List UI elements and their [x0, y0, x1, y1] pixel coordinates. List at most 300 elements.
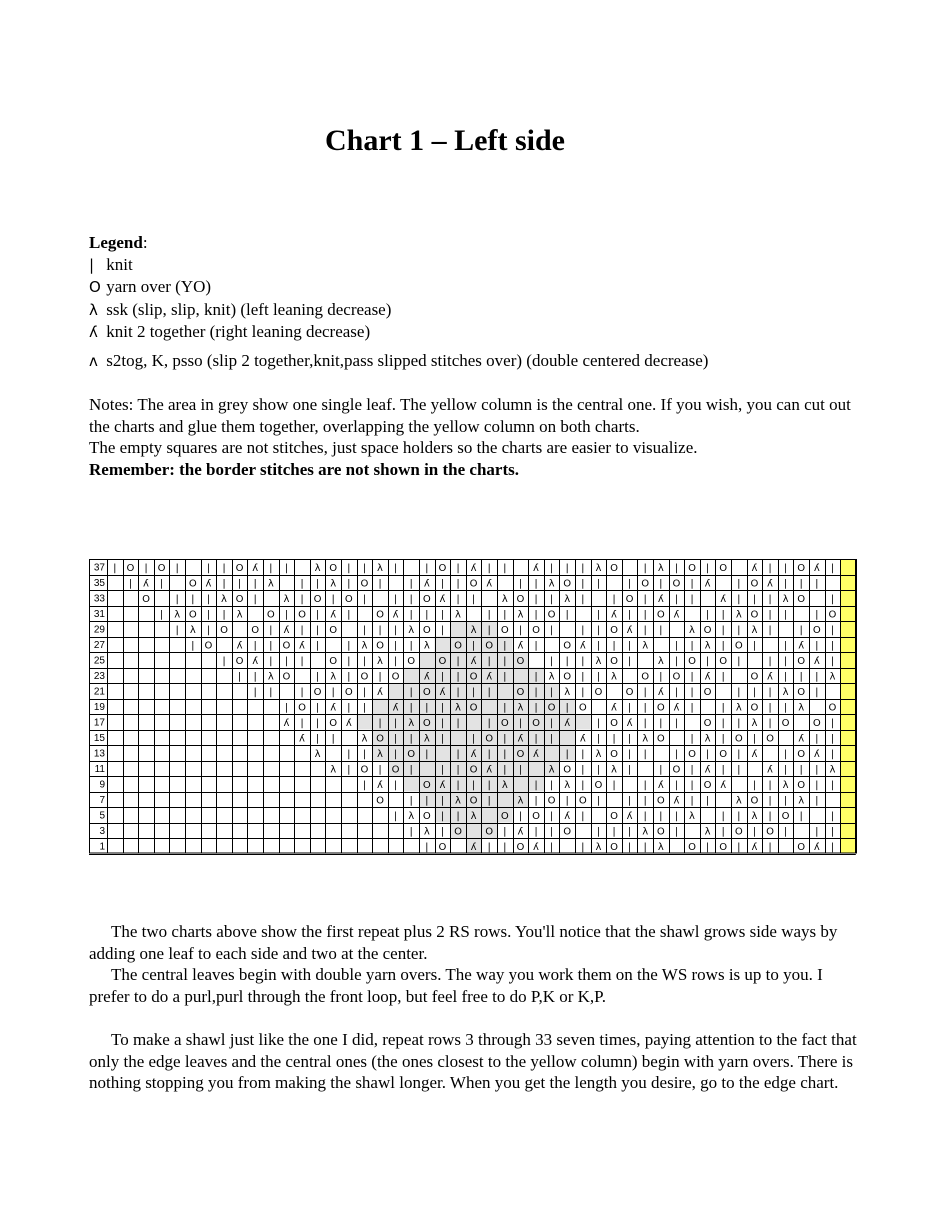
stitch-symbol: |: [284, 656, 289, 667]
stitch-symbol: |: [409, 687, 413, 698]
stitch-symbol: |: [627, 826, 632, 838]
stitch-symbol: |: [815, 780, 819, 791]
stitch-symbol: |: [674, 656, 679, 667]
stitch-symbol: |: [752, 733, 757, 745]
stitch-symbol: |: [440, 718, 445, 729]
stitch-symbol: O: [329, 625, 338, 636]
stitch-symbol: |: [768, 594, 772, 605]
stitch-symbol: |: [393, 656, 398, 667]
stitch-symbol: |: [456, 563, 460, 574]
stitch-symbol: |: [284, 702, 289, 714]
stitch-symbol: |: [409, 609, 413, 621]
stitch-symbol: λ: [470, 625, 477, 636]
stitch-symbol: λ: [564, 780, 571, 791]
legend-text-k2tog: knit 2 together (right leaning decrease): [106, 322, 371, 341]
stitch-symbol: λ: [548, 578, 555, 590]
stitch-symbol: |: [487, 563, 491, 574]
stitch-symbol: λ: [657, 656, 664, 667]
stitch-symbol: |: [159, 578, 164, 590]
stitch-symbol: ʎ: [626, 625, 633, 636]
stitch-symbol: ʎ: [720, 780, 727, 791]
stitch-symbol: |: [612, 826, 616, 838]
stitch-symbol: |: [596, 826, 601, 838]
stitch-symbol: ʎ: [767, 671, 773, 683]
stitch-symbol: |: [674, 687, 679, 698]
stitch-symbol: |: [768, 780, 772, 791]
stitch-symbol: O: [391, 764, 400, 776]
stitch-symbol: |: [737, 764, 741, 776]
stitch-symbol: ʎ: [564, 811, 571, 822]
stitch-symbol: λ: [455, 795, 461, 807]
stitch-symbol: |: [378, 578, 382, 590]
stitch-symbol: λ: [657, 563, 664, 574]
stitch-symbol: O: [672, 671, 681, 683]
center-column: [840, 559, 856, 854]
stitch-symbol: O: [485, 733, 494, 745]
row-label: 7: [99, 795, 105, 806]
stitch-symbol: |: [690, 594, 694, 605]
stitch-symbol: |: [487, 749, 491, 760]
stitch-symbol: |: [487, 625, 491, 636]
stitch-symbol: |: [487, 842, 491, 853]
stitch-symbol: |: [643, 609, 647, 621]
stitch-symbol: O: [422, 780, 431, 791]
stitch-symbol: |: [456, 656, 460, 667]
stitch-symbol: ʎ: [657, 780, 664, 791]
stitch-symbol: |: [690, 578, 694, 590]
stitch-symbol: λ: [782, 780, 789, 791]
stitch-symbol: |: [783, 795, 788, 807]
stitch-symbol: ʎ: [704, 764, 711, 776]
stitch-symbol: |: [362, 625, 367, 636]
stitch-symbol: ʎ: [143, 578, 149, 590]
stitch-symbol: O: [422, 718, 431, 729]
stitch-symbol: |: [549, 563, 554, 574]
stitch-symbol: |: [799, 625, 803, 636]
yarn-over-icon: O: [89, 278, 101, 296]
stitch-symbol: O: [750, 702, 759, 714]
stitch-symbol: O: [438, 563, 447, 574]
stitch-symbol: O: [469, 795, 478, 807]
stitch-symbol: λ: [704, 826, 711, 838]
row-label: 5: [99, 810, 105, 822]
row-label: 21: [93, 686, 105, 698]
stitch-symbol: ʎ: [704, 578, 711, 590]
stitch-symbol: O: [438, 842, 447, 853]
stitch-symbol: |: [144, 563, 148, 574]
stitch-symbol: O: [344, 687, 353, 698]
stitch-symbol: |: [456, 594, 460, 605]
stitch-symbol: |: [721, 640, 725, 652]
stitch-symbol: O: [797, 687, 806, 698]
stitch-symbol: |: [440, 702, 445, 714]
stitch-symbol: |: [378, 671, 382, 683]
row-label: 27: [93, 640, 105, 651]
stitch-symbol: |: [222, 578, 226, 590]
stitch-symbol: ʎ: [377, 780, 383, 791]
stitch-symbol: O: [360, 671, 369, 683]
stitch-symbol: λ: [798, 702, 805, 714]
stitch-symbol: |: [674, 594, 679, 605]
stitch-symbol: λ: [751, 625, 758, 636]
stitch-symbol: |: [737, 687, 741, 698]
stitch-symbol: O: [313, 687, 322, 698]
stitch-symbol: |: [378, 718, 382, 729]
stitch-symbol: O: [703, 625, 712, 636]
stitch-symbol: λ: [423, 826, 430, 838]
row-label: 11: [94, 764, 105, 775]
stitch-symbol: |: [705, 749, 710, 760]
stitch-symbol: ʎ: [392, 702, 399, 714]
stitch-symbol: |: [581, 656, 585, 667]
stitch-symbol: |: [627, 749, 632, 760]
stitch-symbol: |: [690, 687, 694, 698]
stitch-symbol: |: [300, 625, 304, 636]
knit-icon: |: [89, 255, 95, 274]
stitch-symbol: O: [469, 764, 478, 776]
stitch-symbol: |: [331, 733, 335, 745]
stitch-symbol: |: [815, 826, 819, 838]
stitch-symbol: |: [721, 811, 725, 822]
stitch-symbol: λ: [642, 640, 649, 652]
stitch-symbol: |: [627, 702, 632, 714]
stitch-symbol: O: [204, 640, 213, 652]
stitch-symbol: ʎ: [611, 609, 617, 621]
stitch-symbol: O: [750, 609, 759, 621]
stitch-symbol: O: [656, 826, 665, 838]
k2tog-icon: ʎ: [89, 323, 98, 341]
stitch-symbol: O: [485, 640, 494, 652]
stitch-symbol: O: [360, 578, 369, 590]
stitch-symbol: O: [266, 609, 275, 621]
stitch-symbol: |: [815, 640, 819, 652]
stitch-symbol: O: [610, 749, 618, 760]
stitch-symbol: |: [830, 733, 835, 745]
stitch-symbol: |: [253, 640, 257, 652]
stitch-symbol: |: [253, 687, 257, 698]
stitch-symbol: |: [674, 749, 679, 760]
stitch-symbol: |: [440, 764, 445, 776]
stitch-symbol: λ: [221, 594, 227, 605]
stitch-symbol: |: [768, 702, 772, 714]
stitch-symbol: |: [627, 656, 632, 667]
stitch-symbol: |: [315, 609, 320, 621]
stitch-symbol: ʎ: [486, 764, 493, 776]
stitch-symbol: ʎ: [236, 640, 243, 652]
stitch-symbol: |: [659, 718, 663, 729]
stitch-symbol: |: [581, 563, 585, 574]
stitch-symbol: O: [532, 625, 540, 636]
stitch-symbol: |: [815, 687, 819, 698]
stitch-symbol: O: [672, 764, 681, 776]
stitch-symbol: |: [674, 563, 679, 574]
stitch-symbol: |: [269, 640, 273, 652]
stitch-symbol: |: [581, 749, 585, 760]
stitch-symbol: |: [783, 640, 788, 652]
stitch-symbol: |: [721, 671, 725, 683]
stitch-symbol: ʎ: [798, 640, 805, 652]
stitch-symbol: O: [563, 764, 572, 776]
stitch-symbol: |: [456, 718, 460, 729]
stitch-symbol: O: [797, 780, 806, 791]
stitch-symbol: O: [282, 671, 291, 683]
stitch-symbol: ʎ: [283, 625, 290, 636]
stitch-symbol: |: [315, 625, 320, 636]
stitch-symbol: O: [329, 718, 338, 729]
stitch-symbol: O: [438, 656, 447, 667]
stitch-symbol: |: [581, 780, 585, 791]
stitch-symbol: |: [783, 563, 788, 574]
stitch-symbol: |: [503, 640, 507, 652]
stitch-symbol: O: [594, 780, 603, 791]
stitch-symbol: |: [191, 594, 195, 605]
stitch-symbol: ʎ: [533, 842, 539, 853]
row-label: 17: [93, 717, 105, 729]
stitch-symbol: |: [627, 578, 632, 590]
stitch-symbol: |: [721, 625, 725, 636]
stitch-symbol: |: [409, 826, 413, 838]
stitch-symbol: |: [612, 594, 616, 605]
stitch-symbol: λ: [423, 640, 430, 652]
stitch-symbol: |: [503, 702, 507, 714]
stitch-symbol: λ: [611, 764, 617, 776]
paragraph-3: To make a shawl just like the one I did, repeat rows 3 through 33 seven times, paying attention to the fact that only the edge leaves and the central ones (the ones closest to the yellow column) begin with yarn overs. There is nothing stopping you from making the shawl longer. When you get the length you desire, go to the edge chart.: [89, 1030, 857, 1092]
stitch-symbol: O: [422, 811, 431, 822]
stitch-symbol: |: [830, 780, 835, 791]
stitch-symbol: |: [549, 687, 554, 698]
stitch-symbol: O: [797, 842, 806, 853]
stitch-symbol: O: [656, 795, 665, 807]
stitch-symbol: |: [705, 842, 710, 853]
stitch-symbol: λ: [501, 594, 508, 605]
stitch-symbol: |: [643, 842, 647, 853]
paragraph-1: The two charts above show the first repeat plus 2 RS rows. You'll notice that the shawl grows side ways by adding one leaf to each side and two at the center.: [89, 922, 838, 963]
stitch-symbol: |: [503, 563, 507, 574]
stitch-symbol: |: [503, 764, 507, 776]
stitch-symbol: |: [331, 687, 335, 698]
stitch-symbol: |: [549, 718, 554, 729]
stitch-symbol: |: [347, 640, 351, 652]
stitch-symbol: |: [503, 749, 507, 760]
stitch-symbol: |: [737, 578, 741, 590]
stitch-symbol: |: [425, 842, 429, 853]
stitch-symbol: |: [690, 780, 694, 791]
stitch-symbol: |: [456, 764, 460, 776]
stitch-symbol: λ: [501, 780, 508, 791]
stitch-symbol: O: [516, 687, 525, 698]
stitch-symbol: |: [300, 656, 304, 667]
stitch-symbol: λ: [377, 563, 383, 574]
stitch-symbol: |: [596, 764, 601, 776]
stitch-symbol: |: [783, 656, 788, 667]
stitch-symbol: |: [315, 578, 320, 590]
stitch-symbol: |: [643, 749, 647, 760]
stitch-symbol: λ: [642, 733, 649, 745]
stitch-symbol: |: [549, 780, 554, 791]
stitch-symbol: |: [768, 718, 772, 729]
stitch-symbol: O: [547, 795, 556, 807]
stitch-symbol: |: [581, 594, 585, 605]
stitch-symbol: |: [612, 733, 616, 745]
stitch-symbol: O: [656, 609, 665, 621]
stitch-symbol: ʎ: [283, 718, 290, 729]
paragraph-group-1: [89, 921, 859, 1007]
stitch-symbol: |: [300, 718, 304, 729]
stitch-symbol: |: [518, 578, 523, 590]
stitch-symbol: λ: [829, 764, 836, 776]
stitch-symbol: |: [503, 671, 507, 683]
stitch-symbol: |: [596, 671, 601, 683]
stitch-symbol: |: [581, 625, 585, 636]
stitch-symbol: |: [596, 795, 601, 807]
stitch-symbol: |: [471, 640, 476, 652]
stitch-symbol: λ: [689, 811, 695, 822]
stitch-symbol: λ: [408, 811, 415, 822]
stitch-symbol: λ: [361, 640, 368, 652]
stitch-symbol: |: [830, 811, 835, 822]
stitch-symbol: |: [830, 842, 835, 853]
stitch-symbol: |: [674, 640, 679, 652]
stitch-symbol: ʎ: [345, 718, 352, 729]
stitch-symbol: |: [269, 687, 273, 698]
stitch-symbol: |: [581, 671, 585, 683]
stitch-symbol: O: [797, 656, 806, 667]
stitch-symbol: |: [347, 749, 351, 760]
stitch-symbol: |: [503, 842, 507, 853]
stitch-symbol: |: [752, 826, 757, 838]
stitch-symbol: O: [703, 780, 712, 791]
stitch-symbol: |: [581, 687, 585, 698]
stitch-symbol: |: [549, 594, 554, 605]
stitch-symbol: λ: [267, 578, 274, 590]
stitch-symbol: λ: [564, 594, 571, 605]
legend-item-ssk: [89, 299, 708, 322]
stitch-symbol: λ: [704, 733, 711, 745]
stitch-symbol: λ: [595, 563, 602, 574]
stitch-symbol: O: [282, 640, 291, 652]
stitch-symbol: |: [409, 733, 413, 745]
leaf-cell: [357, 714, 591, 730]
stitch-symbol: |: [690, 702, 694, 714]
stitch-symbol: |: [737, 594, 741, 605]
stitch-symbol: |: [269, 563, 273, 574]
stitch-symbol: |: [206, 594, 211, 605]
stitch-symbol: |: [549, 826, 554, 838]
notes-line-1: Notes: The area in grey show one single leaf. The yellow column is the central one. If you wish, you can cut out the charts and glue them together, overlapping the yellow column on both charts.: [89, 395, 851, 436]
stitch-symbol: |: [830, 625, 835, 636]
stitch-symbol: |: [799, 671, 803, 683]
stitch-symbol: |: [815, 795, 819, 807]
stitch-symbol: |: [768, 842, 772, 853]
stitch-symbol: O: [313, 594, 322, 605]
stitch-symbol: |: [799, 578, 803, 590]
stitch-symbol: λ: [782, 687, 789, 698]
stitch-symbol: λ: [189, 625, 196, 636]
stitch-symbol: ʎ: [626, 718, 633, 729]
stitch-symbol: |: [581, 578, 585, 590]
stitch-symbol: |: [534, 671, 538, 683]
stitch-symbol: O: [329, 563, 338, 574]
stitch-symbol: |: [815, 609, 819, 621]
stitch-symbol: |: [440, 609, 445, 621]
stitch-symbol: |: [565, 702, 569, 714]
stitch-symbol: |: [378, 625, 382, 636]
stitch-symbol: |: [487, 718, 491, 729]
stitch-symbol: |: [393, 733, 398, 745]
stitch-symbol: O: [610, 625, 618, 636]
stitch-symbol: O: [719, 749, 728, 760]
stitch-symbol: |: [409, 640, 413, 652]
stitch-symbol: ʎ: [751, 563, 758, 574]
stitch-symbol: ʎ: [252, 563, 259, 574]
stitch-symbol: |: [815, 578, 819, 590]
legend-text-s2tog: s2tog, K, psso (slip 2 together,knit,pass slipped stitches over) (double centered decrease): [106, 350, 709, 370]
stitch-symbol: |: [518, 718, 523, 729]
stitch-symbol: O: [578, 795, 587, 807]
stitch-symbol: ʎ: [330, 702, 337, 714]
stitch-symbol: ʎ: [470, 563, 477, 574]
stitch-symbol: ʎ: [252, 656, 259, 667]
stitch-symbol: |: [643, 702, 647, 714]
stitch-symbol: |: [487, 656, 491, 667]
row-label: 13: [93, 748, 105, 760]
stitch-symbol: O: [391, 671, 400, 683]
stitch-symbol: |: [518, 625, 523, 636]
stitch-symbol: |: [549, 842, 554, 853]
stitch-symbol: λ: [564, 687, 571, 698]
stitch-symbol: O: [656, 702, 665, 714]
stitch-symbol: |: [721, 764, 725, 776]
stitch-symbol: O: [407, 656, 416, 667]
stitch-symbol: |: [690, 795, 694, 807]
stitch-symbol: |: [409, 594, 413, 605]
stitch-symbol: |: [206, 609, 211, 621]
stitch-symbol: λ: [377, 656, 383, 667]
stitch-symbol: λ: [330, 578, 337, 590]
stitch-symbol: |: [534, 594, 538, 605]
stitch-symbol: |: [253, 594, 257, 605]
stitch-symbol: ʎ: [517, 826, 524, 838]
stitch-symbol: O: [407, 749, 416, 760]
ssk-icon: λ: [89, 300, 98, 319]
stitch-symbol: λ: [798, 795, 805, 807]
stitch-symbol: O: [188, 609, 197, 621]
stitch-symbol: O: [516, 594, 525, 605]
stitch-symbol: |: [830, 718, 835, 729]
stitch-symbol: |: [253, 671, 257, 683]
stitch-symbol: λ: [517, 702, 524, 714]
row-label: 23: [93, 671, 105, 682]
stitch-symbol: λ: [283, 594, 290, 605]
stitch-symbol: ʎ: [751, 749, 758, 760]
legend-item-knit: [89, 254, 708, 277]
stitch-symbol: |: [674, 826, 679, 838]
stitch-symbol: |: [737, 749, 741, 760]
stitch-symbol: ʎ: [439, 687, 446, 698]
stitch-symbol: ʎ: [673, 795, 680, 807]
stitch-symbol: |: [393, 640, 398, 652]
stitch-symbol: λ: [455, 609, 461, 621]
stitch-symbol: |: [627, 733, 632, 745]
stitch-symbol: ʎ: [470, 842, 477, 853]
stitch-symbol: |: [487, 795, 491, 807]
stitch-symbol: ʎ: [486, 671, 493, 683]
stitch-symbol: |: [549, 811, 554, 822]
stitch-symbol: O: [422, 687, 431, 698]
stitch-symbol: |: [783, 671, 788, 683]
stitch-symbol: λ: [751, 718, 758, 729]
stitch-symbol: O: [688, 563, 696, 574]
